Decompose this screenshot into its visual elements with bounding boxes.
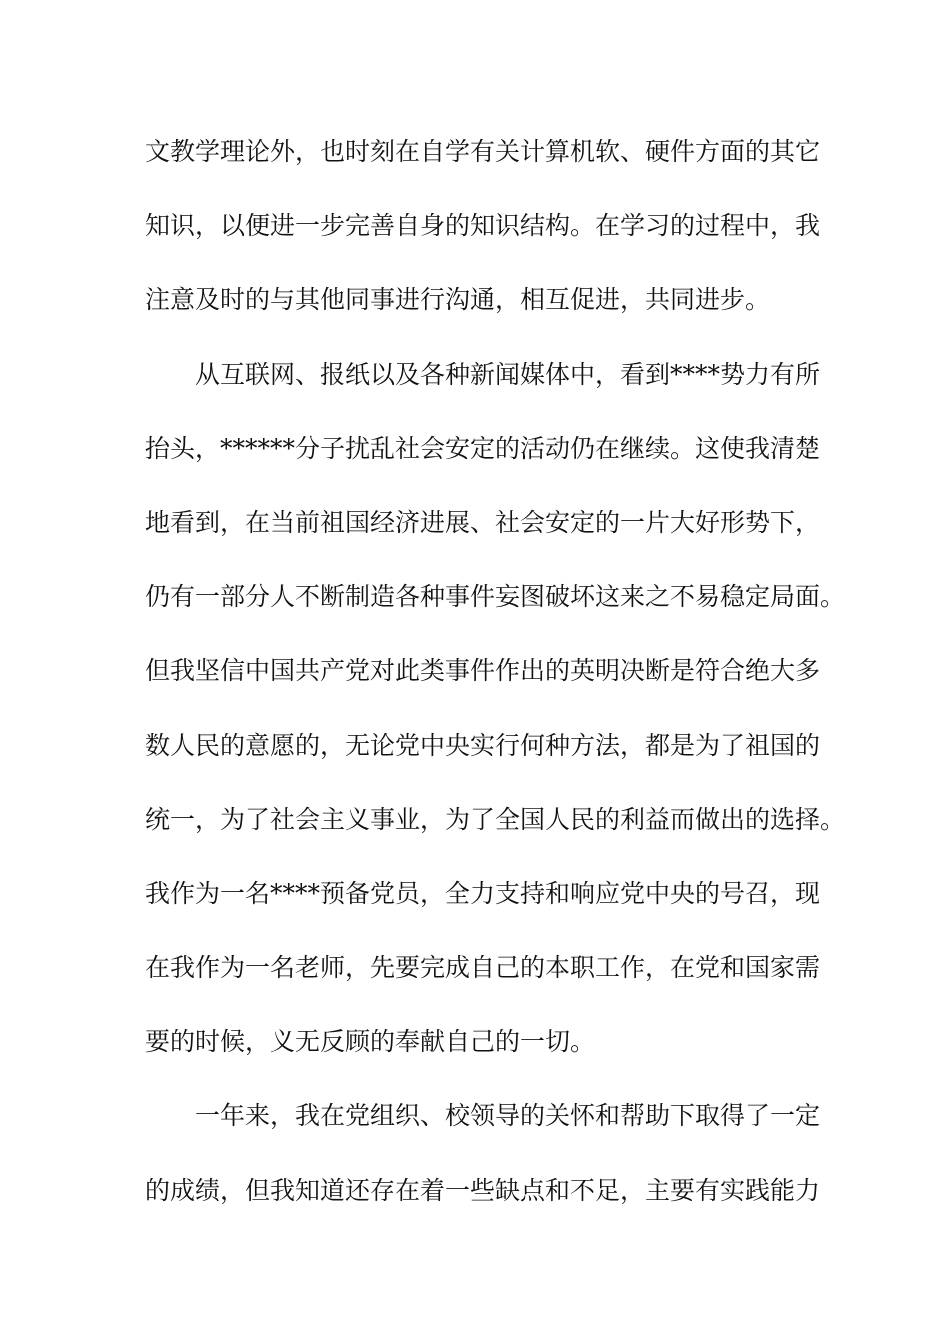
text-line-4: 从互联网、报纸以及各种新闻媒体中，看到****势力有所 [145, 359, 821, 389]
text-line-12: 在我作为一名老师，先要完成自己的本职工作，在党和国家需 [145, 953, 821, 983]
text-line-2: 知识，以便进一步完善自身的知识结构。在学习的过程中，我 [145, 211, 821, 241]
text-line-15: 的成绩，但我知道还存在着一些缺点和不足，主要有实践能力 [145, 1175, 821, 1205]
text-line-7: 仍有一部分人不断制造各种事件妄图破坏这来之不易稳定局面。 [145, 582, 846, 612]
text-line-3: 注意及时的与其他同事进行沟通，相互促进，共同进步。 [145, 285, 771, 315]
text-line-9: 数人民的意愿的，无论党中央实行何种方法，都是为了祖国的 [145, 730, 821, 760]
text-line-1: 文教学理论外，也时刻在自学有关计算机软、硬件方面的其它 [145, 137, 821, 166]
text-line-6: 地看到，在当前祖国经济进展、社会安定的一片大好形势下， [145, 507, 821, 537]
text-line-13: 要的时候，义无反顾的奉献自己的一切。 [145, 1027, 596, 1057]
text-line-10: 统一，为了社会主义事业，为了全国人民的利益而做出的选择。 [145, 804, 846, 834]
text-line-11: 我作为一名****预备党员，全力支持和响应党中央的号召，现 [145, 878, 821, 908]
text-line-8: 但我坚信中国共产党对此类事件作出的英明决断是符合绝大多 [145, 656, 821, 686]
text-line-5: 抬头，******分子扰乱社会安定的活动仍在继续。这使我清楚 [145, 433, 821, 463]
document-body [145, 115, 846, 1228]
text-line-14: 一年来，我在党组织、校领导的关怀和帮助下取得了一定 [145, 1101, 821, 1131]
